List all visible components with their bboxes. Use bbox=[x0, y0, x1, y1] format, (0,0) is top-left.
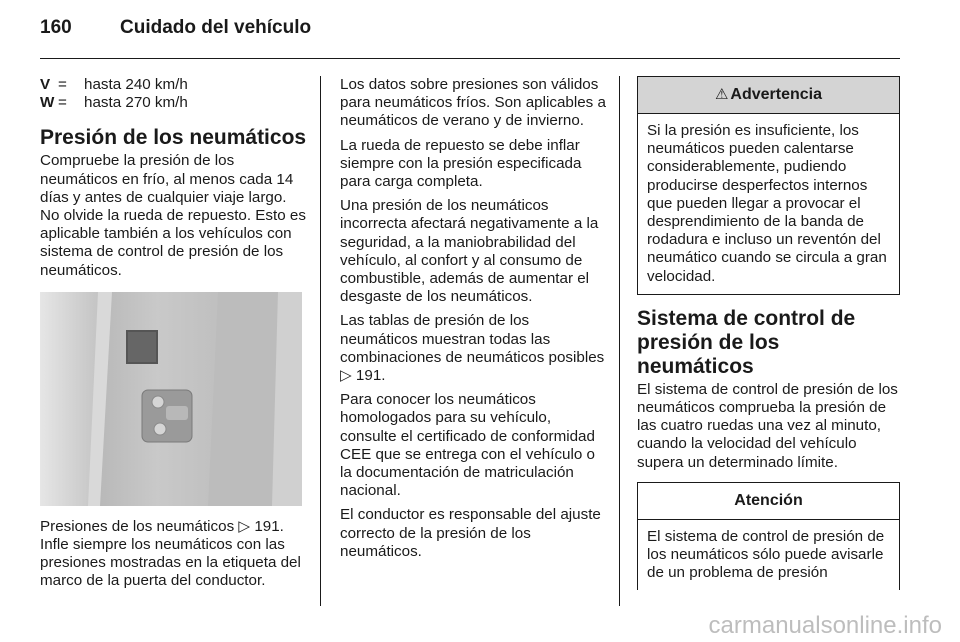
equals-sign: = bbox=[58, 94, 67, 112]
speed-value: hasta 240 km/h bbox=[84, 76, 188, 93]
paragraph: El conductor es responsable del ajuste correcto de la presión de los neumáticos. bbox=[340, 506, 601, 560]
page-reference-icon: ▷ bbox=[340, 367, 352, 385]
page-header-title: Cuidado del vehículo bbox=[120, 17, 312, 38]
attention-box bbox=[637, 482, 900, 591]
paragraph-text: Presiones de los neumáticos bbox=[40, 517, 239, 535]
paragraph-with-reference bbox=[340, 312, 610, 385]
column-3 bbox=[637, 76, 900, 590]
watermark: carmanualsonline.info bbox=[708, 612, 942, 639]
column-divider bbox=[619, 76, 620, 606]
paragraph: El sistema de control de presión de los neumáticos comprueba la presión de las cuatro ruedas una vez al minuto, cuando la velocidad del vehículo supera un determinado límite. bbox=[637, 380, 898, 471]
speed-rating-row bbox=[40, 76, 310, 94]
column-2 bbox=[340, 76, 610, 567]
speed-value: hasta 270 km/h bbox=[84, 94, 188, 112]
attention-box-body: El sistema de control de presión de los neumáticos sólo puede avisarle de un problema de presión bbox=[647, 527, 885, 582]
section-heading-tpms: Sistema de control de presión de los neumáticos bbox=[637, 306, 856, 378]
speed-symbol: V bbox=[40, 76, 51, 93]
warning-box bbox=[637, 76, 900, 295]
column-divider bbox=[320, 76, 321, 606]
header-rule bbox=[40, 58, 900, 59]
paragraph-with-reference bbox=[40, 518, 310, 536]
warning-box-header bbox=[638, 77, 899, 114]
paragraph: Infle siempre los neumáticos con las presiones mostradas en la etiqueta del marco de la puerta del conductor. bbox=[40, 536, 301, 590]
paragraph: Para conocer los neumáticos homologados para su vehículo, consulte el certificado de conformidad CEE que se entrega con el vehículo o la documentación de matriculación nacional. bbox=[340, 391, 595, 500]
speed-rating-row bbox=[40, 94, 310, 112]
paragraph: Compruebe la presión de los neumáticos en frío, al menos cada 14 días y antes de cualquier viaje largo. No olvide la rueda de repuesto. Esto es aplicable también a los vehículos con sistema de control de presión de los neumáticos. bbox=[40, 152, 306, 279]
section-heading-tire-pressure: Presión de los neumáticos bbox=[40, 126, 307, 150]
door-frame-image bbox=[40, 292, 302, 506]
warning-box-body: Si la presión es insuficiente, los neumáticos pueden calentarse considerablemente, pudiendo producirse desperfectos internos que pueden llegar a provocar el desprendimiento de la banda de rodadura e incluso un reventón del neumático cuando se circula a gran velocidad. bbox=[647, 122, 887, 285]
paragraph: Una presión de los neumáticos incorrecta afectará negativamente a la seguridad, a la maniobrabilidad del vehículo, al confort y al consumo de combustible, además de aumentar el desgaste de los neumáticos. bbox=[340, 197, 599, 306]
column-1 bbox=[40, 76, 310, 596]
warning-title: Advertencia bbox=[730, 86, 823, 103]
warning-triangle-icon: ⚠ bbox=[714, 86, 729, 103]
page-reference[interactable]: 191. bbox=[355, 367, 386, 385]
door-frame-photo bbox=[40, 292, 302, 506]
equals-sign: = bbox=[58, 76, 67, 93]
attention-box-header: Atención bbox=[638, 483, 899, 520]
page-reference-icon: ▷ bbox=[238, 517, 251, 535]
paragraph-text: Las tablas de presión de los neumáticos muestran todas las combinaciones de neumáticos posibles bbox=[340, 312, 605, 366]
page-number: 160 bbox=[40, 17, 72, 38]
page-reference[interactable]: 191. bbox=[254, 517, 284, 535]
paragraph: Los datos sobre presiones son válidos para neumáticos fríos. Son aplicables a neumáticos de verano y de invierno. bbox=[340, 76, 606, 130]
speed-symbol: W bbox=[40, 94, 55, 112]
paragraph: La rueda de repuesto se debe inflar siempre con la presión especificada para carga completa. bbox=[340, 136, 582, 191]
